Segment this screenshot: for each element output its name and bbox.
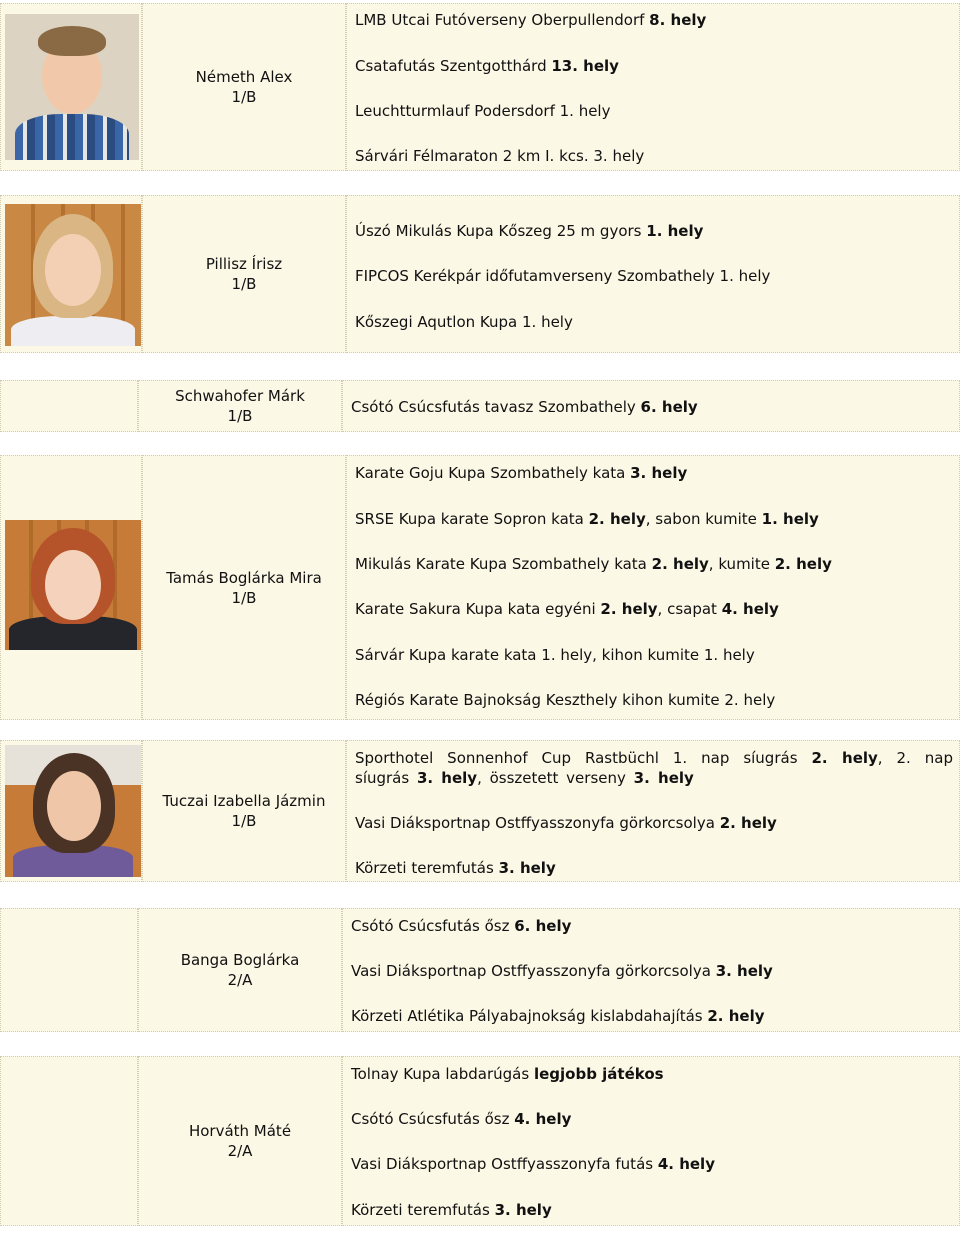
achievement-item: Sárvár Kupa karate kata 1. hely, kihon kumite 1. hely [355, 646, 755, 664]
photo-cell [0, 455, 142, 720]
student-class: 1/B [231, 812, 257, 830]
achievement-item: Kőszegi Aqutlon Kupa 1. hely [355, 313, 573, 331]
achievement-item: Körzeti teremfutás 3. hely [351, 1201, 552, 1219]
achievement-item: Mikulás Karate Kupa Szombathely kata 2. hely, kumite 2. hely [355, 555, 832, 573]
achievement-item: Vasi Diáksportnap Ostffyasszonyfa görkorcsolya 3. hely [351, 962, 773, 980]
photo-cell [0, 1056, 138, 1226]
achievement-item: Csótó Csúcsfutás tavasz Szombathely 6. hely [351, 398, 698, 416]
achievement-item: Karate Sakura Kupa kata egyéni 2. hely, csapat 4. hely [355, 600, 779, 618]
achievement-item: Körzeti Atlétika Pályabajnokság kislabdahajítás 2. hely [351, 1007, 765, 1025]
achievement-item: Leuchtturmlauf Podersdorf 1. hely [355, 102, 611, 120]
achievement-item: Úszó Mikulás Kupa Kőszeg 25 m gyors 1. hely [355, 222, 704, 240]
student-name: Banga Boglárka [180, 951, 300, 969]
student-row-tuczai-izabella-jazmin [0, 740, 960, 882]
photo-cell [0, 195, 142, 353]
achievement-item: Csótó Csúcsfutás ősz 4. hely [351, 1110, 572, 1128]
achievement-item: Karate Goju Kupa Szombathely kata 3. hely [355, 464, 688, 482]
student-name: Horváth Máté [188, 1122, 292, 1140]
student-photo [5, 14, 139, 160]
achievement-item: Körzeti teremfutás 3. hely [355, 859, 556, 877]
achievements-cell [342, 1056, 960, 1226]
student-photo [5, 745, 141, 877]
photo-cell [0, 3, 142, 171]
student-row-schwahofer-mark [0, 380, 960, 432]
student-row-banga-boglarka [0, 908, 960, 1032]
achievements-cell [346, 195, 960, 353]
student-name-cell [138, 908, 342, 1032]
student-class: 2/A [227, 1142, 253, 1160]
achievement-item: FIPCOS Kerékpár időfutamverseny Szombathely 1. hely [355, 267, 771, 285]
student-photo [5, 520, 141, 650]
student-class: 1/B [231, 588, 257, 607]
achievement-item: Sárvári Félmaraton 2 km I. kcs. 3. hely [355, 147, 645, 165]
photo-cell [0, 380, 138, 432]
achievements-cell [346, 740, 960, 882]
student-name-cell [138, 1056, 342, 1226]
student-class: 2/A [227, 971, 253, 989]
achievement-item: Tolnay Kupa labdarúgás legjobb játékos [351, 1065, 664, 1083]
student-class: 1/B [231, 275, 257, 293]
student-class: 1/B [231, 88, 257, 106]
achievement-item: Vasi Diáksportnap Ostffyasszonyfa görkorcsolya 2. hely [355, 814, 777, 832]
achievements-cell [342, 908, 960, 1032]
achievement-item: SRSE Kupa karate Sopron kata 2. hely, sabon kumite 1. hely [355, 510, 819, 528]
achievements-cell [342, 380, 960, 432]
student-name-cell [142, 195, 346, 353]
student-class: 1/B [227, 407, 253, 425]
student-name: Schwahofer Márk [175, 387, 305, 405]
student-name: Tamás Boglárka Mira [166, 568, 322, 587]
photo-cell [0, 740, 142, 882]
student-row-nemeth-alex [0, 3, 960, 171]
achievements-cell [346, 3, 960, 171]
student-photo [5, 204, 141, 346]
student-row-horvath-mate [0, 1056, 960, 1226]
student-name: Tuczai Izabella Jázmin [162, 792, 326, 810]
achievement-item: Vasi Diáksportnap Ostffyasszonyfa futás 4. hely [351, 1155, 715, 1173]
achievement-item: Csatafutás Szentgotthárd 13. hely [355, 57, 619, 75]
photo-cell [0, 908, 138, 1032]
student-row-pillisz-irisz [0, 195, 960, 353]
student-name-cell [142, 740, 346, 882]
student-name-cell [142, 3, 346, 171]
student-row-tamas-boglarka-mira [0, 455, 960, 720]
achievement-item: Sporthotel Sonnenhof Cup Rastbüchl 1. nap síugrás 2. hely, 2. nap síugrás 3. hely, összetett verseny 3. hely [355, 749, 954, 787]
student-name: Németh Alex [195, 68, 293, 86]
achievements-cell [346, 455, 960, 720]
achievement-item: Régiós Karate Bajnokság Keszthely kihon kumite 2. hely [355, 691, 776, 709]
achievement-item: LMB Utcai Futóverseny Oberpullendorf 8. hely [355, 11, 707, 29]
student-name: Pillisz Írisz [205, 255, 283, 273]
student-name-cell [142, 455, 346, 720]
student-name-cell [138, 380, 342, 432]
achievement-item: Csótó Csúcsfutás ősz 6. hely [351, 917, 572, 935]
